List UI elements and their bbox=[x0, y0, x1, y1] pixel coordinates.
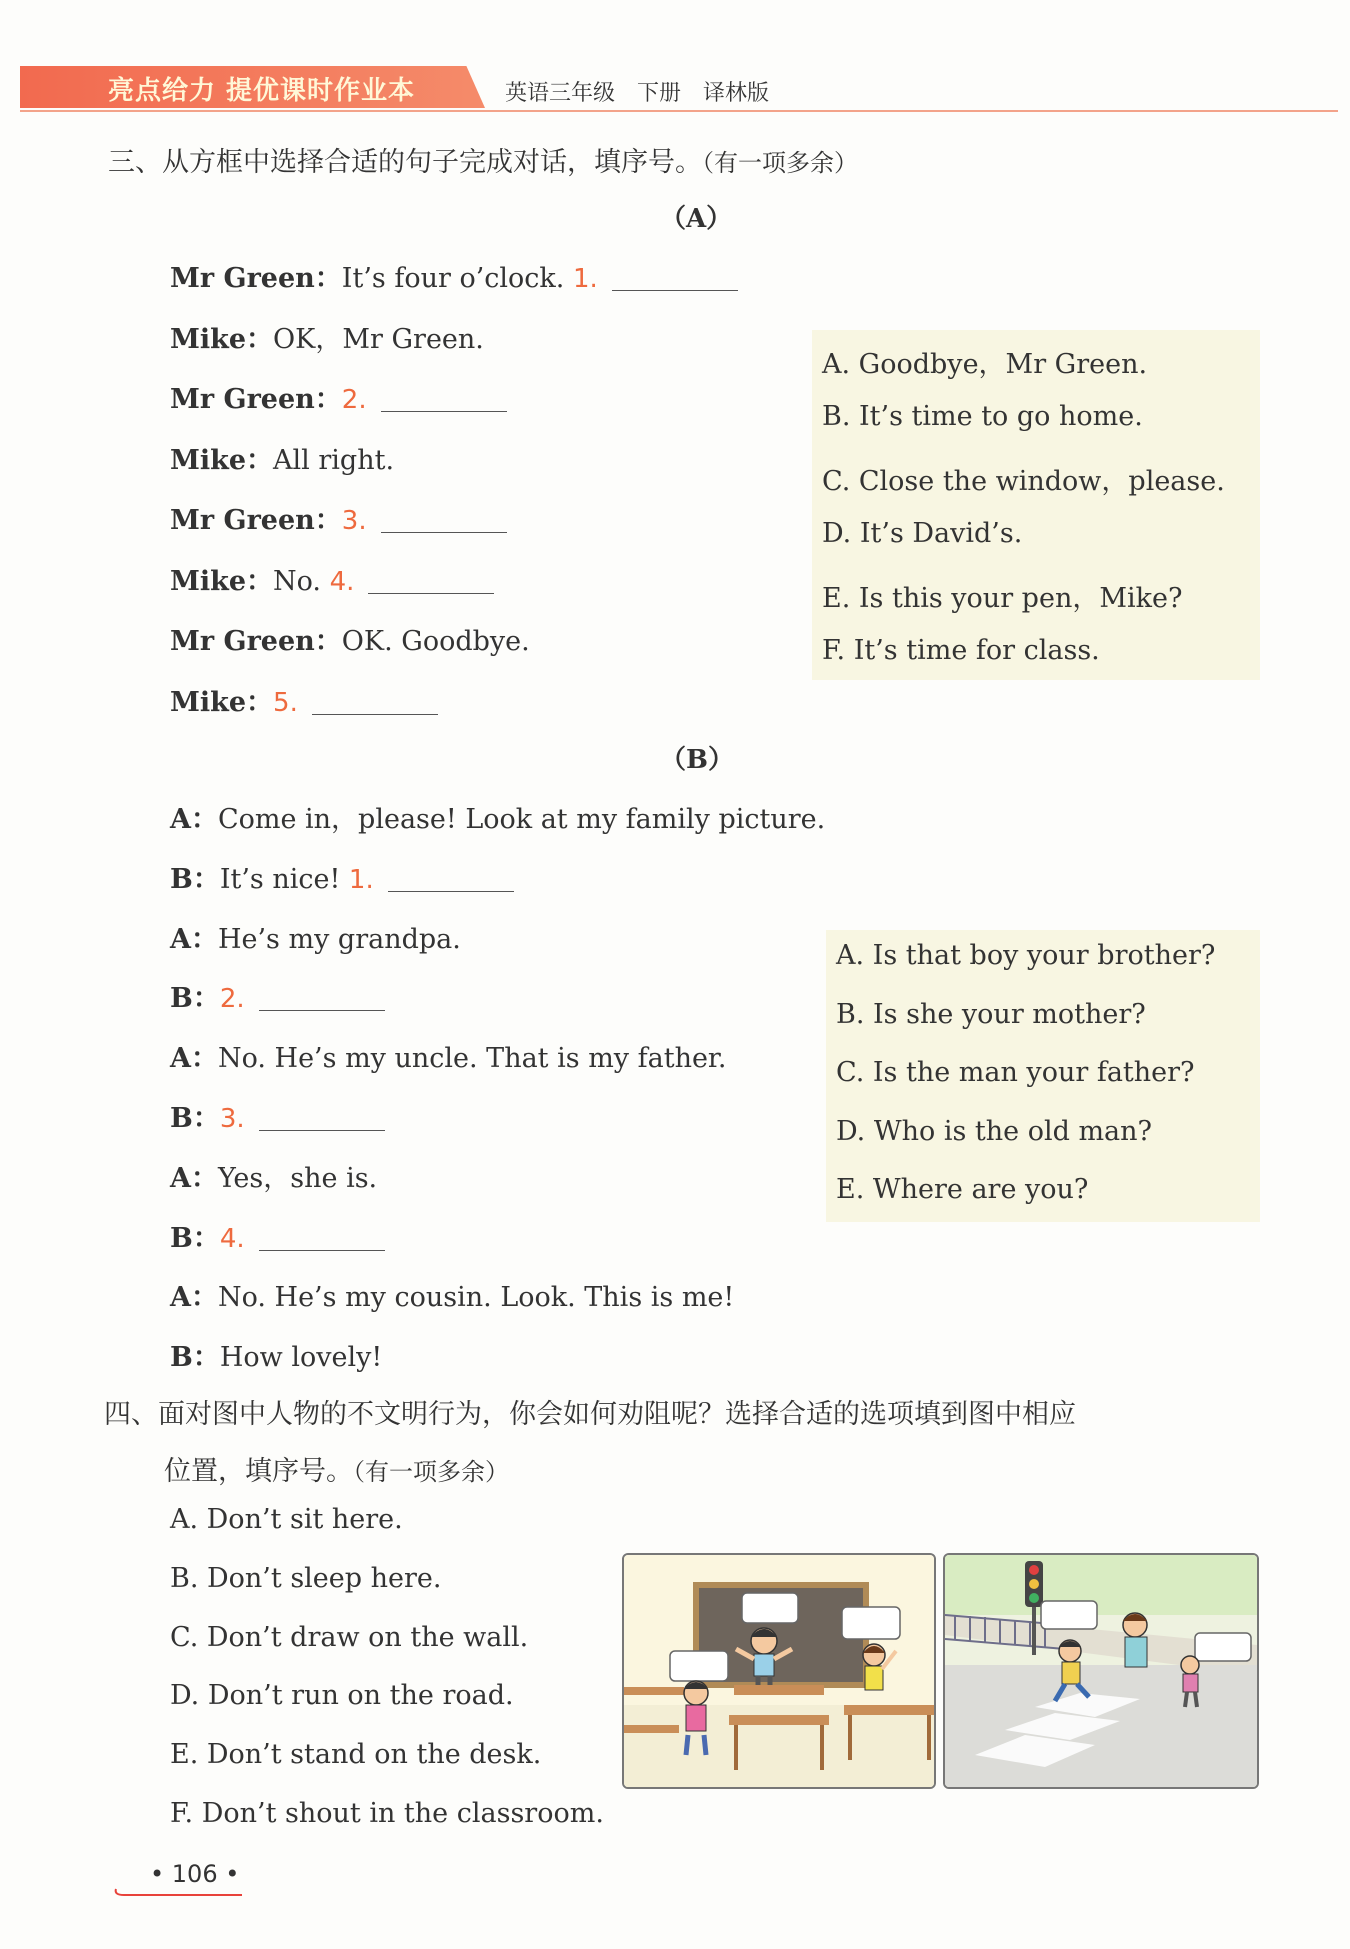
dialogue-line bbox=[170, 498, 507, 537]
speaker-label: B： bbox=[170, 1222, 220, 1254]
road-picture bbox=[943, 1553, 1259, 1789]
answer-blank[interactable] bbox=[259, 1228, 385, 1251]
dialogue-line bbox=[170, 619, 530, 658]
option-item: D. Don’t run on the road. bbox=[170, 1680, 514, 1712]
speaker-label: A： bbox=[170, 1043, 218, 1075]
option-item: D. Who is the old man? bbox=[836, 1115, 1153, 1147]
question-number: 3. bbox=[341, 506, 367, 536]
dialogue-text: Come in，please! Look at my family picture. bbox=[217, 804, 826, 835]
dialogue-text: It’s four o’clock. bbox=[341, 263, 573, 294]
speaker-label: Mr Green： bbox=[170, 626, 342, 657]
question-number: 4. bbox=[219, 1223, 245, 1254]
speaker-label: A： bbox=[170, 1282, 218, 1314]
classroom-picture bbox=[622, 1553, 936, 1789]
part-a-label: （A） bbox=[660, 204, 733, 234]
dialogue-line bbox=[170, 680, 438, 719]
dialogue-line bbox=[170, 256, 738, 295]
dialogue-line bbox=[170, 1156, 377, 1195]
dialogue-line bbox=[170, 559, 494, 598]
speaker-label: Mike： bbox=[170, 444, 274, 476]
dialogue-text: Yes，she is. bbox=[217, 1162, 378, 1194]
page-number: • 106 • bbox=[150, 1860, 240, 1888]
question-number: 2. bbox=[219, 984, 245, 1015]
answer-blank[interactable] bbox=[381, 389, 507, 412]
option-item: A. Goodbye，Mr Green. bbox=[822, 349, 1148, 380]
question-number: 4. bbox=[329, 566, 355, 597]
speaker-label: B： bbox=[170, 1342, 220, 1374]
question-number: 3. bbox=[219, 1104, 245, 1134]
answer-blank[interactable] bbox=[312, 692, 438, 715]
header-divider bbox=[20, 110, 1338, 112]
option-item: B. Is she your mother? bbox=[836, 998, 1146, 1030]
dialogue-text: No. He’s my uncle. That is my father. bbox=[217, 1043, 727, 1075]
option-item: E. Don’t stand on the desk. bbox=[170, 1739, 542, 1771]
dialogue-line bbox=[170, 917, 461, 956]
dialogue-line bbox=[170, 317, 484, 356]
speech-box-5 bbox=[1195, 1633, 1251, 1661]
option-item: B. Don’t sleep here. bbox=[170, 1562, 442, 1594]
option-item: C. Close the window，please. bbox=[822, 466, 1225, 497]
option-item: E. Where are you? bbox=[836, 1174, 1089, 1205]
option-item: B. It’s time to go home. bbox=[822, 400, 1143, 432]
part-a-option-box bbox=[812, 330, 1260, 680]
question-number: 1. bbox=[348, 864, 374, 895]
speaker-label: Mike： bbox=[170, 323, 274, 355]
answer-blank[interactable] bbox=[259, 988, 385, 1011]
section4-note: （有一项多余） bbox=[353, 1458, 509, 1486]
option-item: F. It’s time for class. bbox=[822, 634, 1100, 666]
question-number: 2. bbox=[341, 385, 367, 415]
option-item: D. It’s David’s. bbox=[822, 517, 1023, 549]
option-item: A. Don’t sit here. bbox=[170, 1504, 403, 1535]
speaker-label: A： bbox=[170, 804, 218, 835]
speech-box-3 bbox=[670, 1651, 728, 1681]
speech-box-4 bbox=[1041, 1601, 1097, 1629]
dialogue-line bbox=[170, 1036, 726, 1075]
speech-box-1 bbox=[742, 1593, 798, 1623]
option-item: C. Is the man your father? bbox=[836, 1057, 1195, 1088]
answer-blank[interactable] bbox=[368, 571, 494, 594]
dialogue-text: How lovely! bbox=[219, 1342, 383, 1374]
dialogue-text: OK. Goodbye. bbox=[341, 626, 530, 657]
part-b-label: （B） bbox=[660, 745, 734, 775]
dialogue-line bbox=[170, 377, 507, 416]
speech-box-2 bbox=[842, 1607, 900, 1639]
dialogue-text: He’s my grandpa. bbox=[217, 923, 461, 955]
question-number: 5. bbox=[273, 687, 298, 718]
dialogue-text: No. He’s my cousin. Look. This is me! bbox=[217, 1282, 735, 1314]
dialogue-line bbox=[170, 976, 385, 1015]
speaker-label: A： bbox=[170, 923, 218, 955]
answer-blank[interactable] bbox=[388, 869, 514, 892]
speaker-label: Mike： bbox=[170, 686, 274, 718]
section4-title-line1: 四、面对图中人物的不文明行为，你会如何劝阻呢？选择合适的选项填到图中相应 bbox=[104, 1399, 1076, 1430]
dialogue-line bbox=[170, 1096, 385, 1135]
dialogue-text: No. bbox=[273, 565, 330, 597]
dialogue-line bbox=[170, 1275, 734, 1314]
question-number: 1. bbox=[572, 264, 598, 294]
section4-title-line2: 位置，填序号。（有一项多余） bbox=[164, 1456, 509, 1487]
speaker-label: Mike： bbox=[170, 565, 274, 597]
option-item: E. Is this your pen，Mike? bbox=[822, 583, 1183, 614]
speaker-label: B： bbox=[170, 863, 220, 895]
dialogue-line bbox=[170, 438, 394, 477]
answer-blank[interactable] bbox=[381, 510, 507, 533]
answer-blank[interactable] bbox=[612, 268, 738, 291]
speaker-label: Mr Green： bbox=[170, 384, 342, 415]
speaker-label: Mr Green： bbox=[170, 505, 342, 536]
section3-title: 三、从方框中选择合适的句子完成对话，填序号。（有一项多余） bbox=[108, 147, 858, 178]
road-illustration bbox=[945, 1555, 1257, 1787]
speaker-label: B： bbox=[170, 1103, 220, 1134]
speaker-label: Mr Green： bbox=[170, 263, 342, 294]
option-item: A. Is that boy your brother? bbox=[836, 940, 1216, 971]
dialogue-text: OK，Mr Green. bbox=[273, 323, 484, 355]
dialogue-line bbox=[170, 857, 514, 896]
book-subtitle: 英语三年级 下册 译林版 bbox=[505, 81, 770, 106]
dialogue-line bbox=[170, 1335, 382, 1374]
option-item: F. Don’t shout in the classroom. bbox=[170, 1798, 604, 1829]
dialogue-text: All right. bbox=[273, 444, 395, 476]
option-item: C. Don’t draw on the wall. bbox=[170, 1621, 529, 1653]
speaker-label: A： bbox=[170, 1162, 218, 1194]
answer-blank[interactable] bbox=[259, 1108, 385, 1131]
dialogue-line bbox=[170, 1216, 385, 1255]
classroom-illustration bbox=[624, 1555, 934, 1787]
book-title: 亮点给力 提优课时作业本 bbox=[108, 76, 416, 106]
dialogue-line bbox=[170, 797, 825, 836]
section3-note: （有一项多余） bbox=[702, 149, 858, 177]
speaker-label: B： bbox=[170, 983, 220, 1015]
dialogue-text: It’s nice! bbox=[219, 863, 349, 895]
